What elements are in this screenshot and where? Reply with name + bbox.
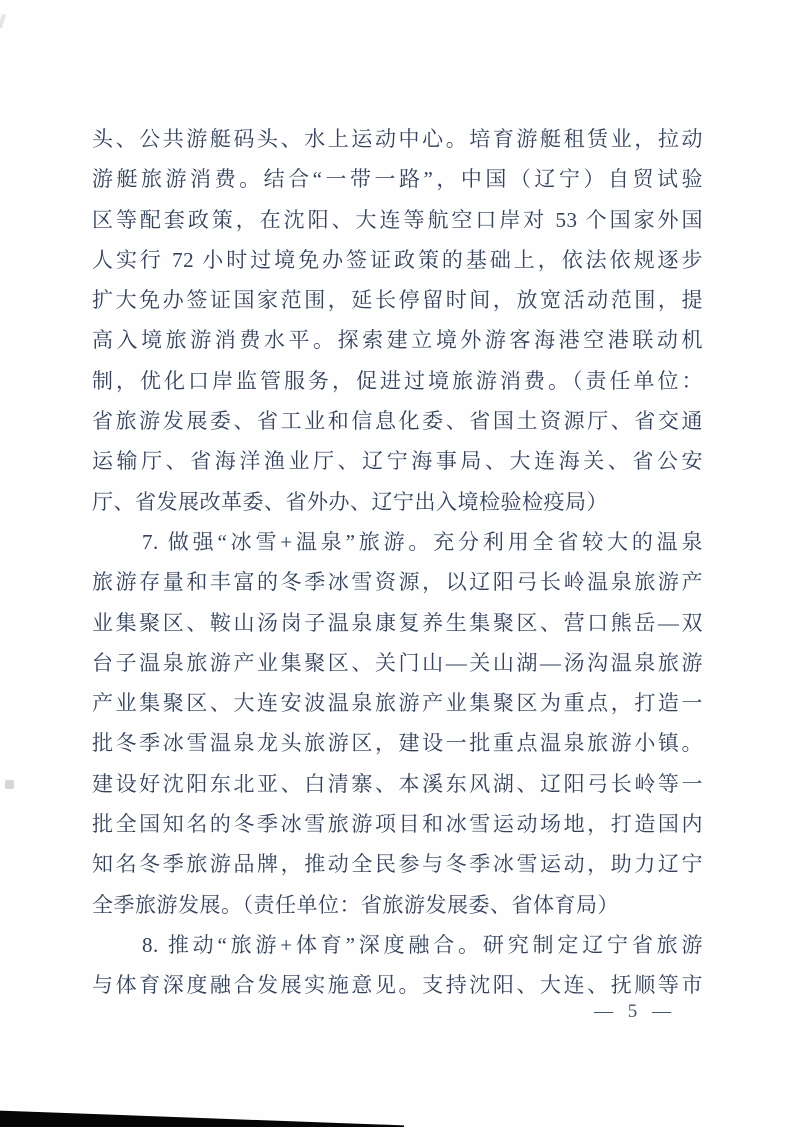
text-line: 高入境旅游消费水平。探索建立境外游客海港空港联动机 bbox=[92, 328, 703, 353]
text-line: 省旅游发展委、省工业和信息化委、省国土资源厅、省交通 bbox=[92, 409, 703, 434]
text-line: 旅游存量和丰富的冬季冰雪资源，以辽阳弓长岭温泉旅游产 bbox=[92, 570, 703, 595]
text-line: 制，优化口岸监管服务，促进过境旅游消费。（责任单位： bbox=[92, 368, 703, 393]
text-line-paragraph-end: 厅、省发展改革委、省外办、辽宁出入境检验检疫局） bbox=[92, 489, 608, 514]
scan-artifact-bottom-wedge bbox=[0, 1107, 404, 1127]
text-line: 与体育深度融合发展实施意见。支持沈阳、大连、抚顺等市 bbox=[92, 973, 703, 998]
page-number: — 5 — bbox=[594, 1001, 676, 1022]
text-line-paragraph-start: 7. 做强“冰雪+温泉”旅游。充分利用全省较大的温泉 bbox=[142, 529, 703, 554]
text-line: 人实行 72 小时过境免办签证政策的基础上，依法依规逐步 bbox=[92, 247, 703, 272]
text-line-paragraph-end: 全季旅游发展。（责任单位：省旅游发展委、省体育局） bbox=[92, 892, 619, 917]
text-line: 建设好沈阳东北亚、白清寨、本溪东风湖、辽阳弓长岭等一 bbox=[92, 771, 703, 796]
text-line: 知名冬季旅游品牌，推动全民参与冬季冰雪运动，助力辽宁 bbox=[92, 852, 703, 877]
text-line-paragraph-start: 8. 推动“旅游+体育”深度融合。研究制定辽宁省旅游 bbox=[142, 932, 703, 957]
text-line: 批全国知名的冬季冰雪旅游项目和冰雪运动场地，打造国内 bbox=[92, 812, 703, 837]
text-line: 游艇旅游消费。结合“一带一路”，中国（辽宁）自贸试验 bbox=[92, 167, 703, 192]
text-line: 头、公共游艇码头、水上运动中心。培育游艇租赁业，拉动 bbox=[92, 127, 703, 151]
document-text-block bbox=[92, 119, 703, 1006]
text-line: 产业集聚区、大连安波温泉旅游产业集聚区为重点，打造一 bbox=[92, 691, 703, 716]
text-line: 批冬季冰雪温泉龙头旅游区，建设一批重点温泉旅游小镇。 bbox=[92, 731, 703, 756]
scan-artifact-speck bbox=[5, 780, 14, 789]
text-line: 扩大免办签证国家范围，延长停留时间，放宽活动范围，提 bbox=[92, 288, 703, 313]
text-line: 业集聚区、鞍山汤岗子温泉康复养生集聚区、营口熊岳—双 bbox=[92, 610, 703, 635]
text-line: 运输厅、省海洋渔业厅、辽宁海事局、大连海关、省公安 bbox=[92, 449, 703, 474]
scan-artifact-corner-mark bbox=[0, 14, 6, 29]
text-line: 区等配套政策，在沈阳、大连等航空口岸对 53 个国家外国 bbox=[92, 207, 703, 232]
text-line: 台子温泉旅游产业集聚区、关门山—关山湖—汤沟温泉旅游 bbox=[92, 650, 703, 675]
